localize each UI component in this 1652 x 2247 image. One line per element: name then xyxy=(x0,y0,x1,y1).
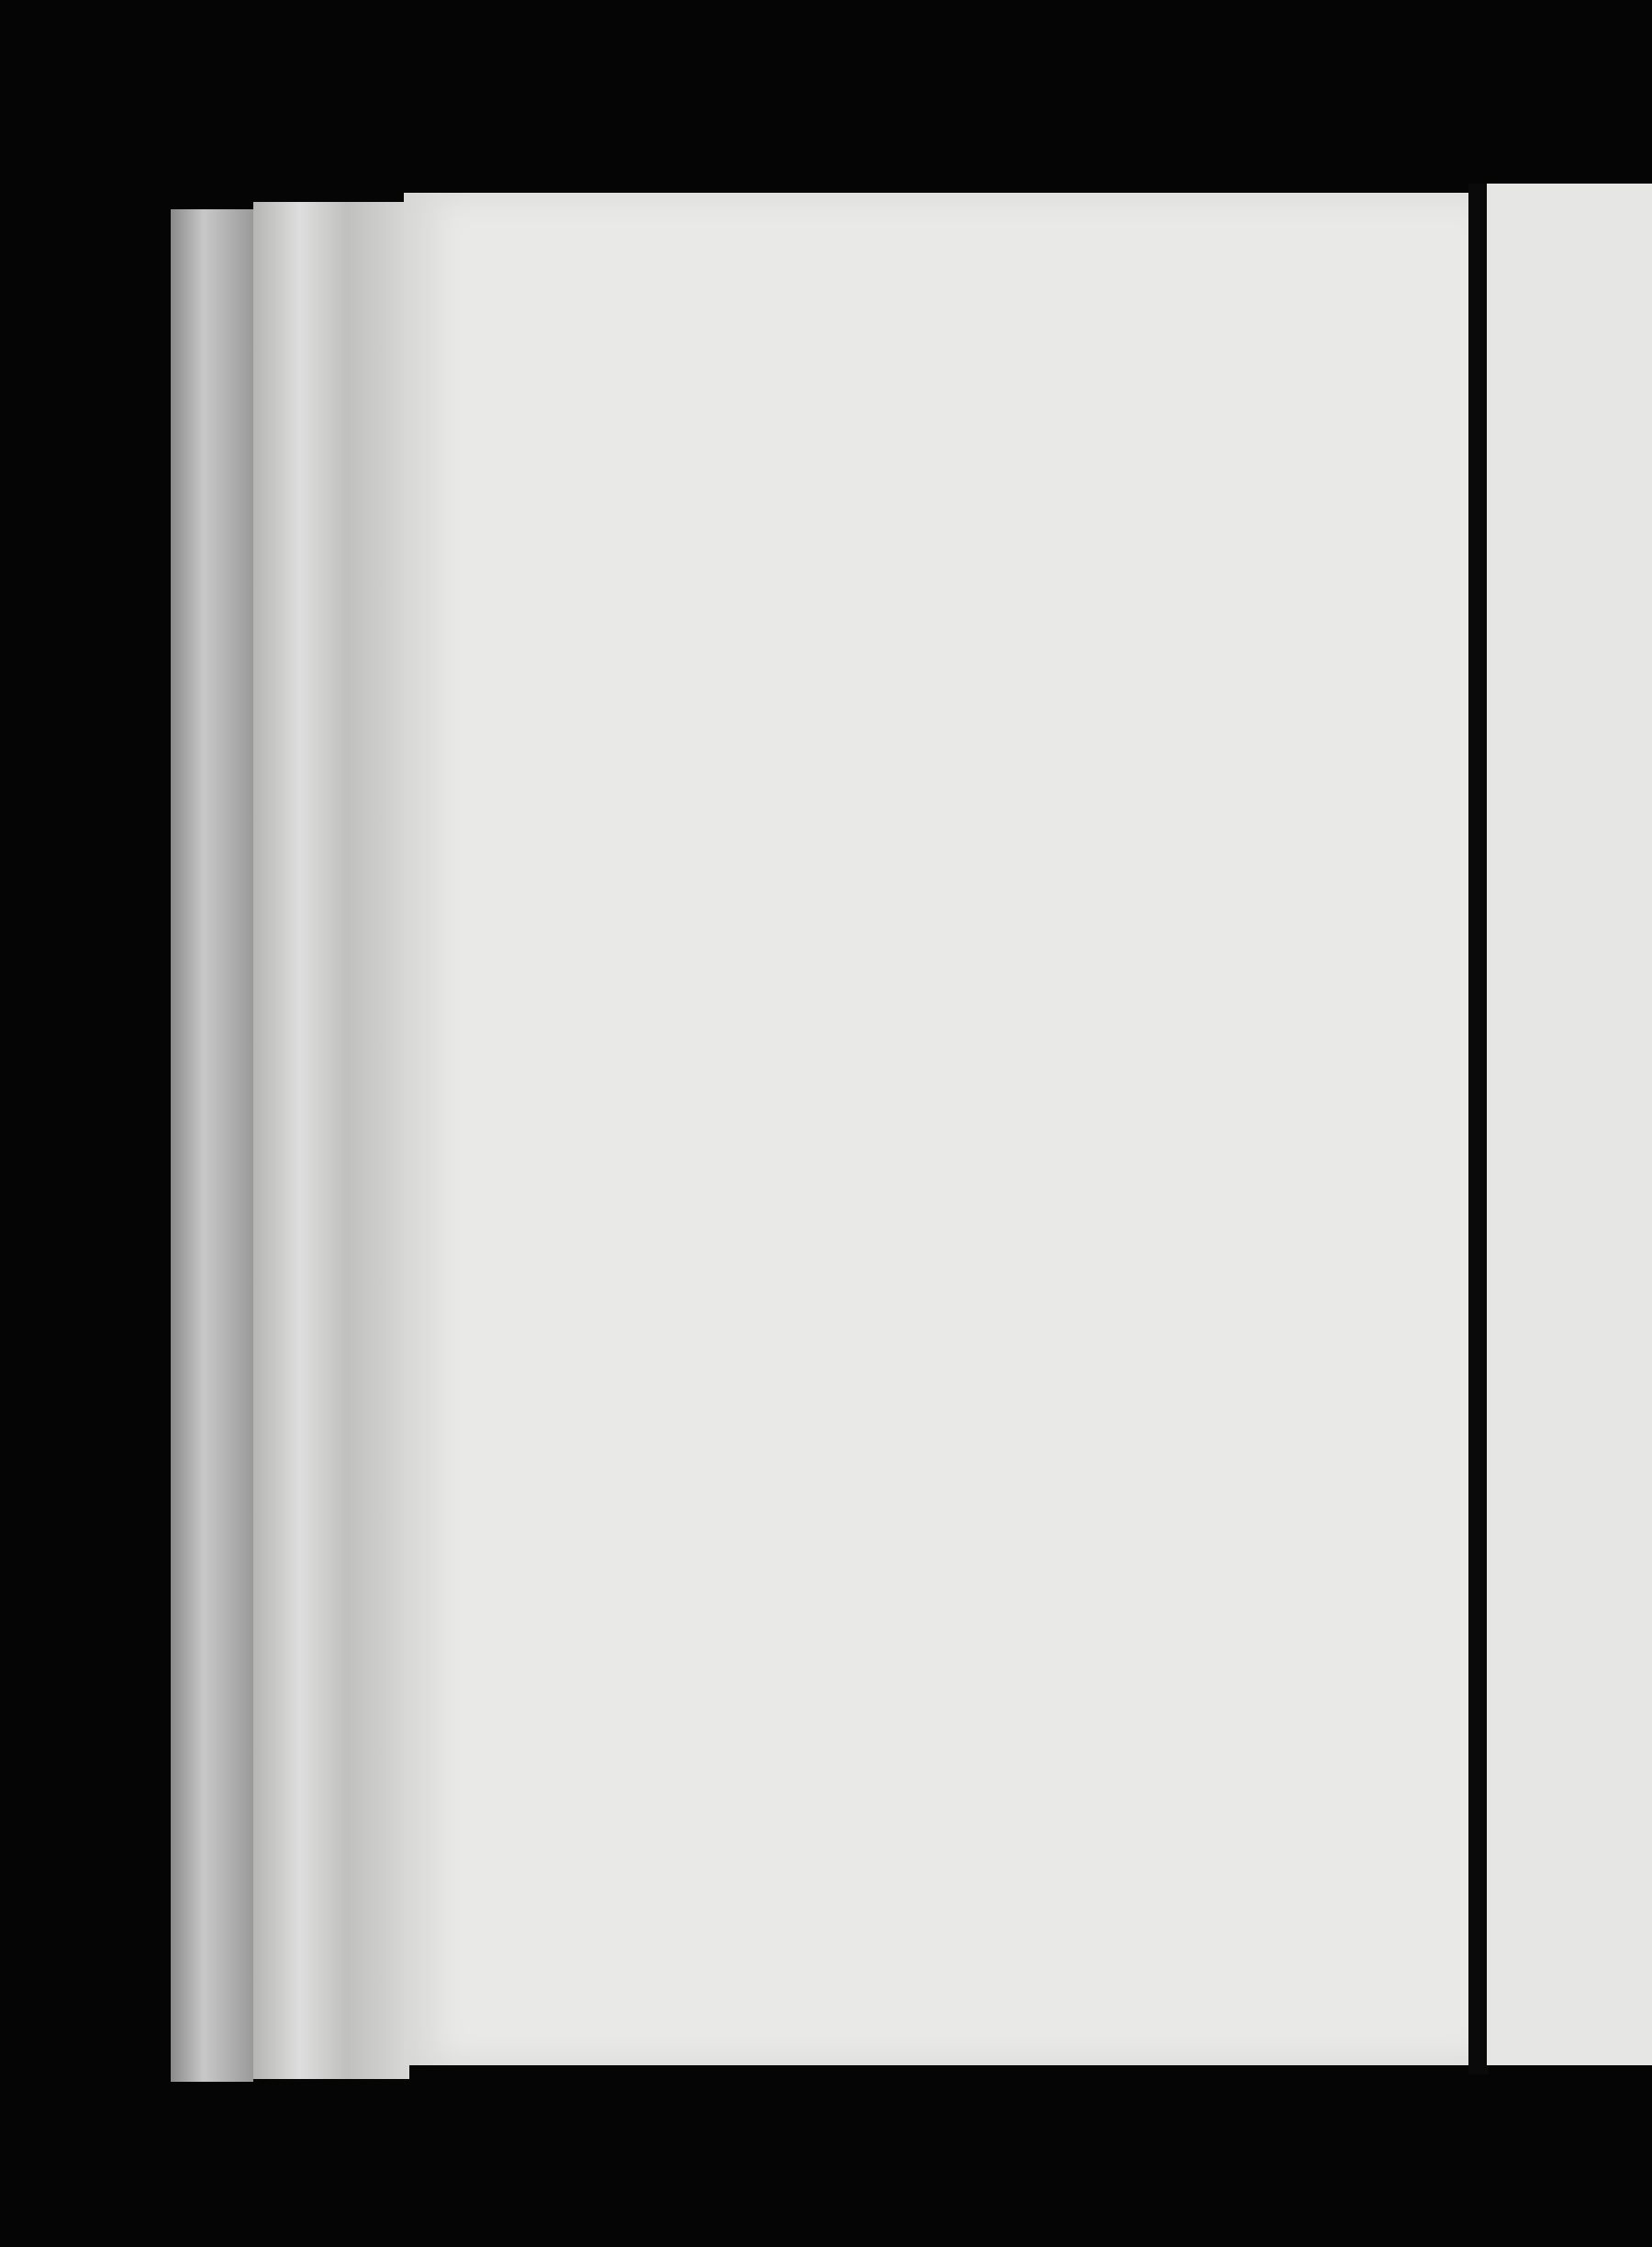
book-page-edges-2 xyxy=(253,202,409,2079)
book-gutter xyxy=(1468,184,1489,2074)
book-page-edges xyxy=(171,209,253,2082)
facing-page xyxy=(1487,184,1652,2065)
left-page xyxy=(404,193,1468,2065)
